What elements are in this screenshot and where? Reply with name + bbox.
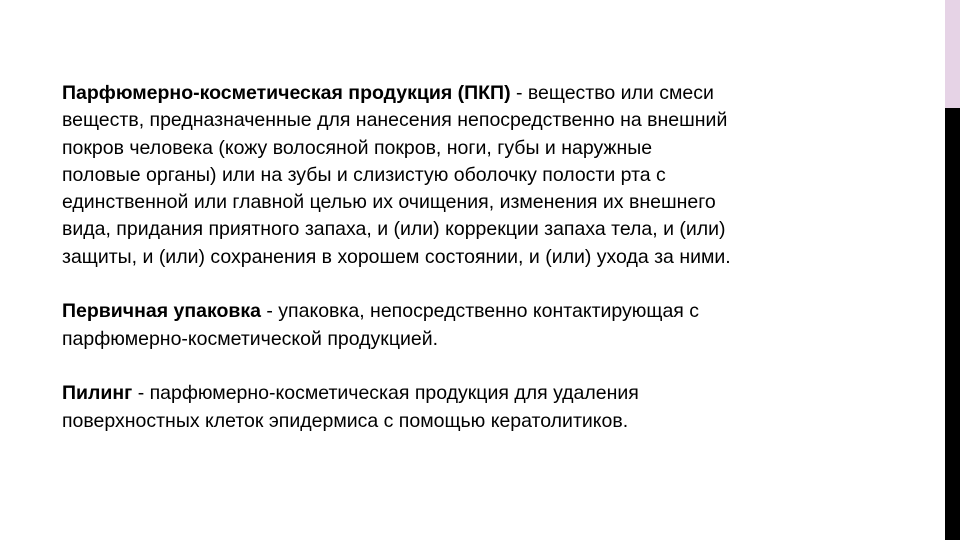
definition-line: единственной или главной целью их очищения, изменения их внешнего — [62, 191, 716, 214]
definition-line: веществ, предназначенные для нанесения непосредственно на внешний — [62, 109, 728, 132]
slide-body — [62, 80, 932, 462]
definition-pkp — [62, 80, 932, 271]
definition-line: поверхностных клеток эпидермиса с помощью кератолитиков. — [62, 409, 629, 432]
definition-line: покров человека (кожу волосяной покров, ноги, губы и наружные — [62, 136, 653, 159]
term-pkp: Парфюмерно-косметическая продукция (ПКП) — [62, 82, 511, 104]
definition-line: половые органы) или на зубы и слизистую оболочку полости рта с — [62, 163, 666, 186]
definition-line: - парфюмерно-косметическая продукция для удаления — [132, 382, 639, 405]
term-peeling: Пилинг — [62, 382, 133, 405]
definition-line: - упаковка, непосредственно контактирующая с — [260, 300, 700, 323]
definition-line: вида, придания приятного запаха, и (или) коррекции запаха тела, и (или) — [62, 218, 726, 241]
definition-line: парфюмерно-косметической продукцией. — [62, 327, 439, 350]
accent-bar-top — [945, 0, 960, 108]
accent-bar-bottom — [945, 108, 960, 540]
definition-line: - вещество или смеси — [510, 82, 714, 104]
term-primary-packaging: Первичная упаковка — [62, 300, 261, 323]
definition-line: защиты, и (или) сохранения в хорошем состоянии, и (или) ухода за ними. — [62, 245, 731, 268]
definition-primary-packaging — [62, 298, 932, 353]
definition-peeling — [62, 380, 932, 435]
